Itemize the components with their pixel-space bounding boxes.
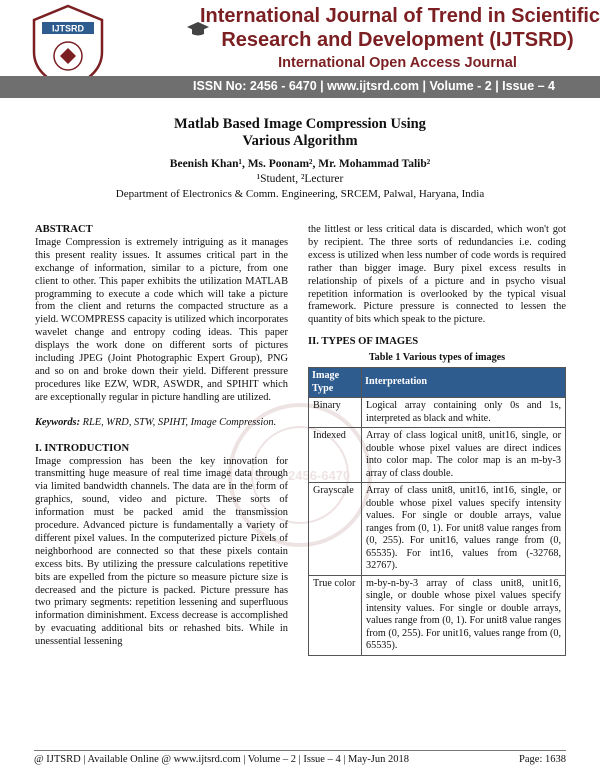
table-row: [309, 575, 566, 655]
table-cell-interpretation: Array of class logical unit8, unit16, single, or double whose pixel values are direct indices into color map. The color map is an m-by-3 array of class double.: [362, 428, 566, 483]
table-row: [309, 398, 566, 428]
keywords-text: RLE, WRD, STW, SPIHT, Image Compression.: [82, 416, 277, 428]
table-cell-type: Binary: [309, 398, 362, 428]
footer-citation: @ IJTSRD | Available Online @ www.ijtsrd.com | Volume – 2 | Issue – 4 | May-Jun 2018: [34, 754, 410, 765]
table-cell-interpretation: Array of class unit8, unit16, int16, single, or double whose pixel values specify intensity values. For single or double arrays, value ranges from (0, 1). For unit8 value ranges from (0, 255). For unit16, values range from (0, 65535). For int16, values from (-32768, 32767).: [362, 483, 566, 576]
keywords-label: Keywords:: [35, 416, 81, 428]
abstract-text: Image Compression is extremely intriguing as it manages this present reality issues. It assumes critical part in the exchange of information, similar to a picture, from one client to other. This paper exhibits the utilization MATLAB programming to execute a code which will take a picture from the client and returns the compacted structure as a yield. WCOMPRESS capacity is utilized which incorporates wavelet change and entropy coding ideas. This paper displays the work done on different sorts of pictures including JPEG (Joint Photographic Expert Group), PNG and so on and broke down their yield. Different pressure procedures like EZW, WDR, ASWDR, and SPIHIT which are exceptionally regular in picture handling are utilized.: [35, 236, 288, 403]
paper-affiliation: Department of Electronics & Comm. Engineering, SRCEM, Palwal, Haryana, India: [115, 188, 485, 200]
table-cell-type: Indexed: [309, 428, 362, 483]
journal-title-line2: Research and Development (IJTSRD): [221, 29, 574, 51]
table-cell-type: True color: [309, 575, 362, 655]
table-header-row: [309, 368, 566, 398]
introduction-text: Image compression has been the key innovation for transmitting huge measure of real time image data through via limited bandwidth channels. The data are in the form of graphics, sound, video and picture. These sorts of information must be packed amid the transmission procedure. Advanced picture is fundamentally a variety of different pixel values. In the computerized picture Pixels of neighborhood are connected so that these pixels contain excess bits. By utilizing the pressure calculations repetitive bits are expelled from the picture so measure picture size is decreased and the picture is packed. Picture pressure has two primary segments: repetition lessening and superfluous information diminishment. Excess decrease is accomplished by evacuating additional bits or rehashed bits. While in unessential lessening: [35, 455, 288, 648]
types-of-images-heading: II. TYPES OF IMAGES: [308, 336, 419, 348]
image-types-table: [308, 367, 566, 656]
table-cell-type: Grayscale: [309, 483, 362, 576]
abstract-heading: ABSTRACT: [35, 224, 93, 235]
svg-text:ISSN: 2456-6470: ISSN: 2456-6470: [249, 468, 351, 483]
paper-authors: Beenish Khan¹, Ms. Poonam², Mr. Mohammad Talib²: [169, 158, 431, 170]
intro-continuation-text: the littlest or less critical data is discarded, which won't got by recipient. The three sorts of redundancies i.e. coding excess is utilized when less number of code words is required rather than bigger image. Bury pixel excess results in relationship of pixels of a picture and in psycho visual repetition information is overlooked by the typical visual framework. Picture pressure is connected to lessen the quantity of bits which speak to the picture.: [308, 224, 566, 326]
journal-title-line1: International Journal of Trend in Scientific: [200, 5, 600, 27]
right-column: [308, 224, 566, 656]
page-number: Page: 1638: [519, 754, 566, 765]
issn-line: ISSN No: 2456 - 6470 | www.ijtsrd.com | Volume - 2 | Issue – 4: [192, 79, 555, 93]
left-column: [35, 224, 288, 649]
journal-header: [0, 0, 600, 96]
keywords-paragraph: [35, 417, 288, 430]
table-header-interpretation: Interpretation: [362, 368, 566, 398]
table-caption: Table 1 Various types of images: [368, 352, 506, 364]
page-footer: [34, 754, 566, 765]
journal-subtitle: International Open Access Journal: [278, 55, 517, 71]
svg-text:IJTSRD: IJTSRD: [51, 23, 85, 34]
footer-divider: [34, 750, 566, 751]
table-header-image-type: Image Type: [309, 368, 362, 398]
table-cell-interpretation: Logical array containing only 0s and 1s, interpreted as black and white.: [362, 398, 566, 428]
table-cell-interpretation: m-by-n-by-3 array of class unit8, unit16, single, or double whose pixel values specify intensity values. For single or double arrays, values range from (0, 1). For unit8 value ranges from (0, 255). For unit16, values range from (0, 65535).: [362, 575, 566, 655]
table-row: [309, 483, 566, 576]
table-row: [309, 428, 566, 483]
paper-title-line2: Various Algorithm: [242, 133, 358, 149]
paper-title-line1: Matlab Based Image Compression Using: [174, 116, 426, 132]
introduction-heading: I. INTRODUCTION: [35, 442, 130, 454]
paper-roles: ¹Student, ²Lecturer: [256, 173, 344, 185]
